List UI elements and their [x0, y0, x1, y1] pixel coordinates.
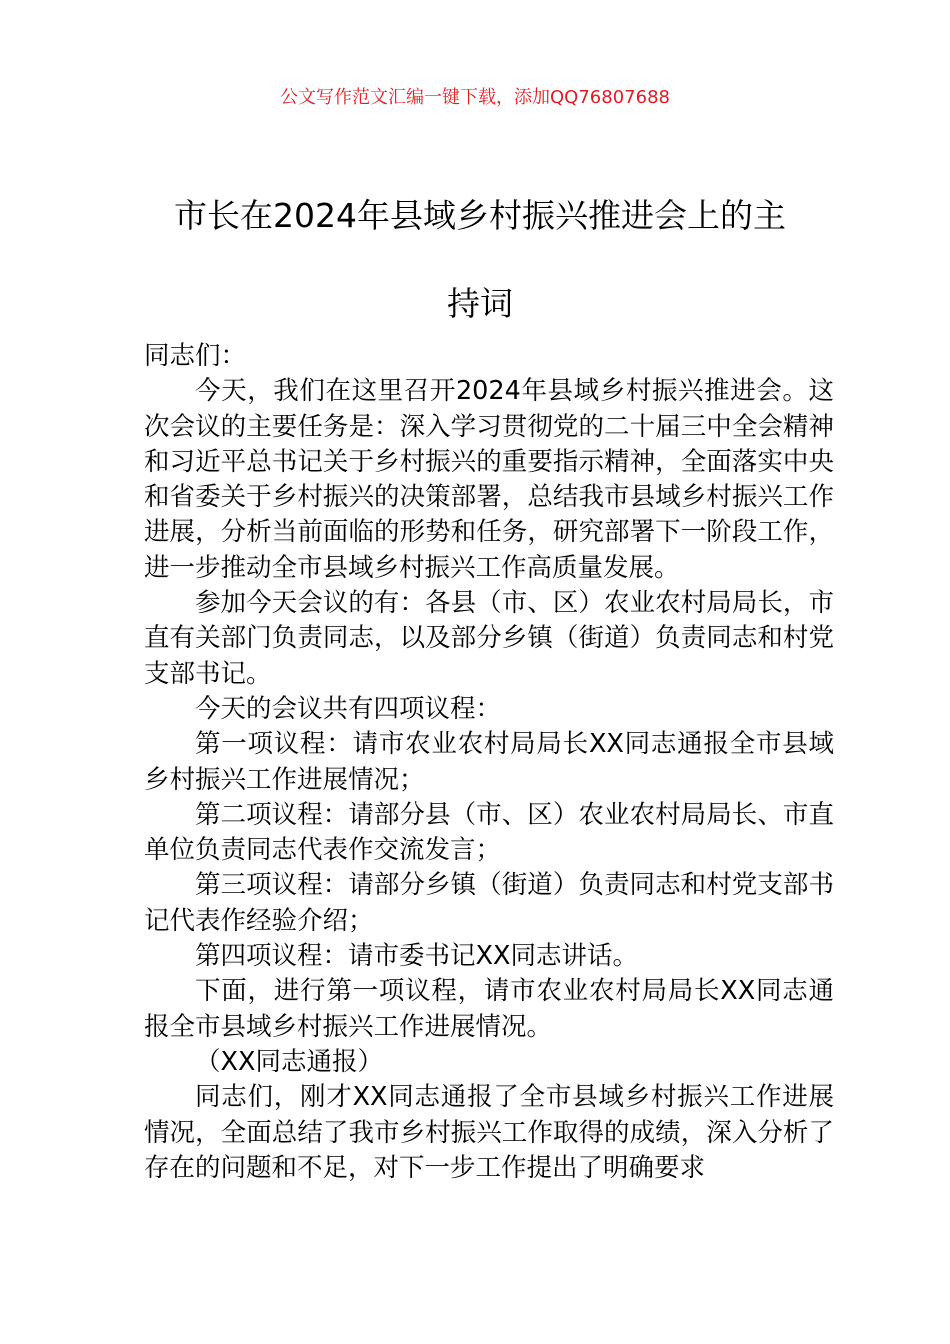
stage-direction-report: （XX同志通报）	[195, 1046, 383, 1077]
paragraph-summary: 同志们，刚才XX同志通报了全市县域乡村振兴工作进展情况，全面总结了我市乡村振兴工作取得的成绩，深入分析了存在的问题和不足，对下一步工作提出了明确要求	[144, 1082, 834, 1183]
paragraph-first-agenda-start: 下面，进行第一项议程，请市农业农村局局长XX同志通报全市县域乡村振兴工作进展情况。	[144, 976, 834, 1042]
agenda-item-1: 第一项议程：请市农业农村局局长XX同志通报全市县域乡村振兴工作进展情况；	[144, 729, 834, 795]
document-body	[144, 339, 834, 1186]
agenda-item-3: 第三项议程：请部分乡镇（街道）负责同志和村党支部书记代表作经验介绍；	[144, 870, 834, 936]
agenda-item-2: 第二项议程：请部分县（市、区）农业农村局局长、市直单位负责同志代表作交流发言；	[144, 799, 834, 866]
salutation: 同志们：	[144, 341, 247, 371]
agenda-item-4: 第四项议程：请市委书记XX同志讲话。	[195, 941, 638, 972]
document-title-line-2: 持词	[447, 284, 513, 323]
paragraph-agenda-intro: 今天的会议共有四项议程：	[195, 693, 502, 724]
paragraph-opening: 今天，我们在这里召开2024年县域乡村振兴推进会。这次会议的主要任务是：深入学习贯彻党的二十届三中全会精神和习近平总书记关于乡村振兴的重要指示精神，全面落实中央和省委关于乡村振兴的决策部署，总结我市县域乡村振兴工作进展，分析当前面临的形势和任务，研究部署下一阶段工作，进一步推动全市县域乡村振兴工作高质量发展。	[144, 376, 834, 583]
document-title	[140, 172, 820, 348]
download-promo-note: 公文写作范文汇编一键下载，添加QQ76807688	[280, 87, 670, 108]
document-title-line-1: 市长在2024年县域乡村振兴推进会上的主	[174, 196, 786, 235]
paragraph-attendees: 参加今天会议的有：各县（市、区）农业农村局局长，市直有关部门负责同志，以及部分乡镇（街道）负责同志和村党支部书记。	[144, 588, 834, 689]
